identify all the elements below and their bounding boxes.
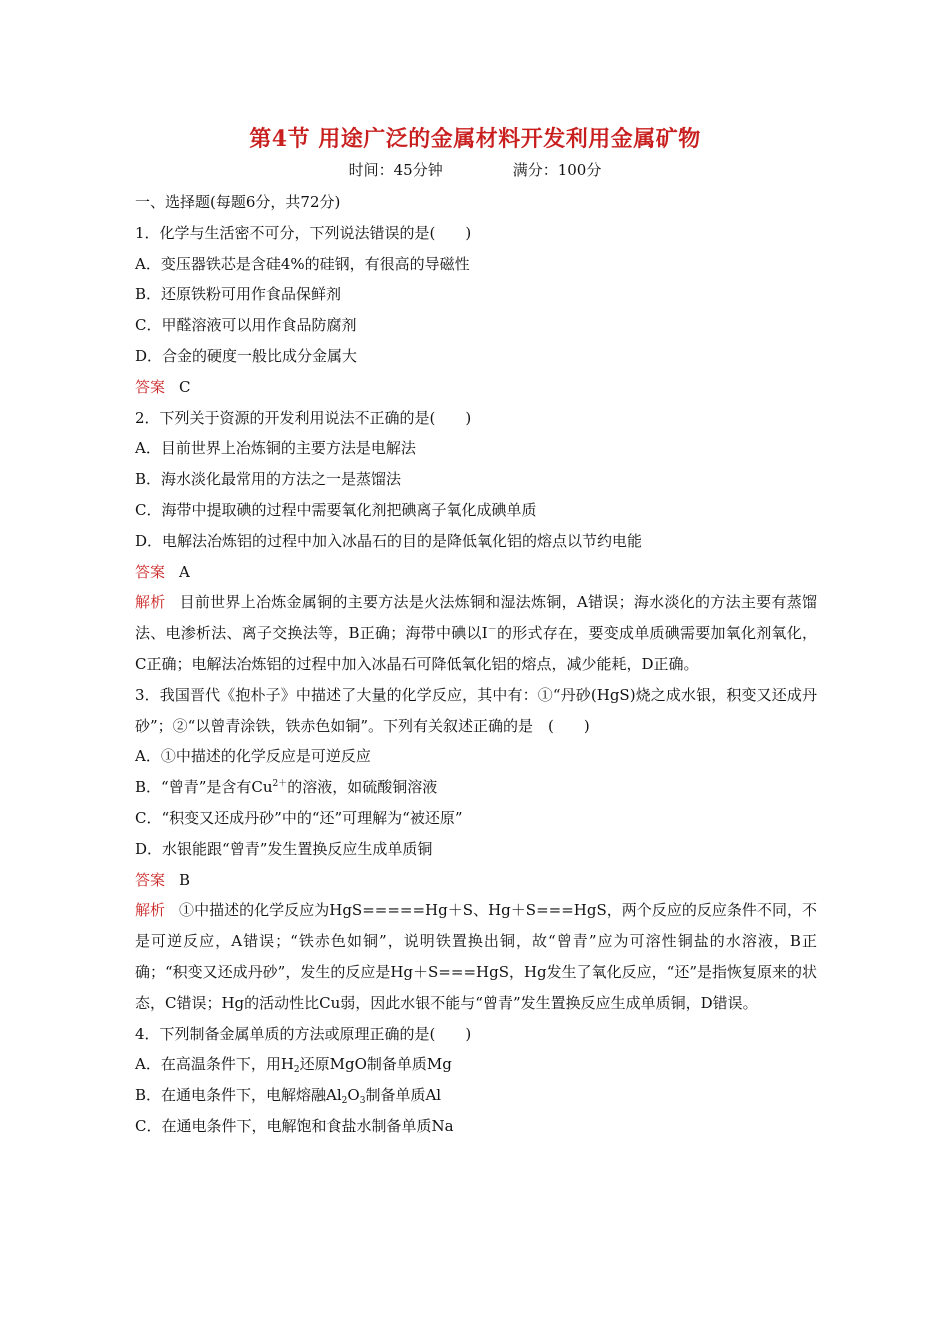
question-1-option-c: C．甲醛溶液可以用作食品防腐剂: [135, 316, 357, 335]
question-3-answer: [135, 865, 817, 896]
question-1-answer: [135, 372, 817, 403]
question-3-option-d: D．水银能跟“曾青”发生置换反应生成单质铜: [135, 839, 433, 858]
question-4-option-a: A．在高温条件下，用$H_2$还原MgO制备单质Mg: [135, 1055, 452, 1076]
question-2-stem: 2．下列关于资源的开发利用说法不正确的是( ): [135, 408, 472, 427]
question-list: [135, 187, 817, 1142]
question-4-stem: 4．下列制备金属单质的方法或原理正确的是( ): [135, 1024, 472, 1043]
question-2-option-d: D．电解法冶炼铝的过程中加入冰晶石的目的是降低氧化铝的熔点以节约电能: [135, 531, 643, 550]
answer-value: C: [179, 377, 191, 396]
question-1-option-a: A．变压器铁芯是含硅4%的硅钢，有很高的导磁性: [135, 254, 470, 273]
question-2-option-c: C．海带中提取碘的过程中需要氧化剂把碘离子氧化成碘单质: [135, 500, 537, 519]
question-1-stem: 1．化学与生活密不可分，下列说法错误的是( ): [135, 223, 472, 242]
exam-meta: [0, 159, 950, 180]
question-2-explanation: 解析 目前世界上冶炼金属铜的主要方法是火法炼铜和湿法炼铜，A错误；海水淡化的方法主要有蒸馏法、电渗析法、离子交换法等，B正确；海带中碘以I－的形式存在，要变成单质碘需要加氧化剂氧化，C正确；电解法冶炼铝的过程中加入冰晶石可降低氧化铝的熔点，减少能耗，D正确。: [135, 593, 817, 673]
question-2-answer: [135, 557, 817, 588]
question-2-option-a: A．目前世界上冶炼铜的主要方法是电解法: [135, 439, 416, 458]
question-4-option-b: B．在通电条件下，电解熔融$Al_2O_3$制备单质Al: [135, 1086, 442, 1107]
answer-label: 答案: [135, 870, 166, 889]
page-title: 第4节 用途广泛的金属材料开发利用金属矿物: [249, 126, 701, 152]
question-1-option-b: B．还原铁粉可用作食品保鲜剂: [135, 285, 342, 304]
section-heading: 一、选择题(每题6分，共72分): [135, 193, 341, 211]
answer-value: B: [179, 870, 191, 889]
question-2-option-b: B．海水淡化最常用的方法之一是蒸馏法: [135, 470, 402, 489]
answer-label: 答案: [135, 377, 166, 396]
question-4-option-c: C．在通电条件下，电解饱和食盐水制备单质Na: [135, 1116, 454, 1135]
full-score: 满分：100分: [512, 161, 602, 179]
question-3-option-c: C．“积变又还成丹砂”中的“还”可理解为“被还原”: [135, 808, 463, 827]
answer-label: 答案: [135, 562, 166, 581]
question-3-option-a: A．①中描述的化学反应是可逆反应: [135, 747, 371, 766]
explanation-label: 解析: [135, 901, 166, 920]
explanation-label: 解析: [135, 593, 166, 612]
answer-value: A: [179, 562, 190, 581]
time-limit: 时间：45分钟: [348, 161, 443, 179]
question-1-option-d: D．合金的硬度一般比成分金属大: [135, 346, 358, 365]
question-3-option-b: B．“曾青”是含有$Cu^{2+}$的溶液，如硫酸铜溶液: [135, 778, 438, 797]
question-3-stem: 3．我国晋代《抱朴子》中描述了大量的化学反应，其中有：①“丹砂(HgS)烧之成水银，积变又还成丹砂”；②“以曾青涂铁，铁赤色如铜”。下列有关叙述正确的是 ( ): [135, 685, 817, 735]
question-3-explanation: 解析 ①中描述的化学反应为HgS=====Hg＋S、Hg＋S===HgS，两个反应的反应条件不同，不是可逆反应，A错误；“铁赤色如铜”，说明铁置换出铜，故“曾青”应为可溶性铜盐的水溶液，B正确；“积变又还成丹砂”，发生的反应是Hg＋S===HgS，Hg发生了氧化反应，“还”是指恢复原来的状态，C错误；Hg的活动性比Cu弱，因此水银不能与“曾青”发生置换反应生成单质铜，D错误。: [135, 901, 817, 1012]
